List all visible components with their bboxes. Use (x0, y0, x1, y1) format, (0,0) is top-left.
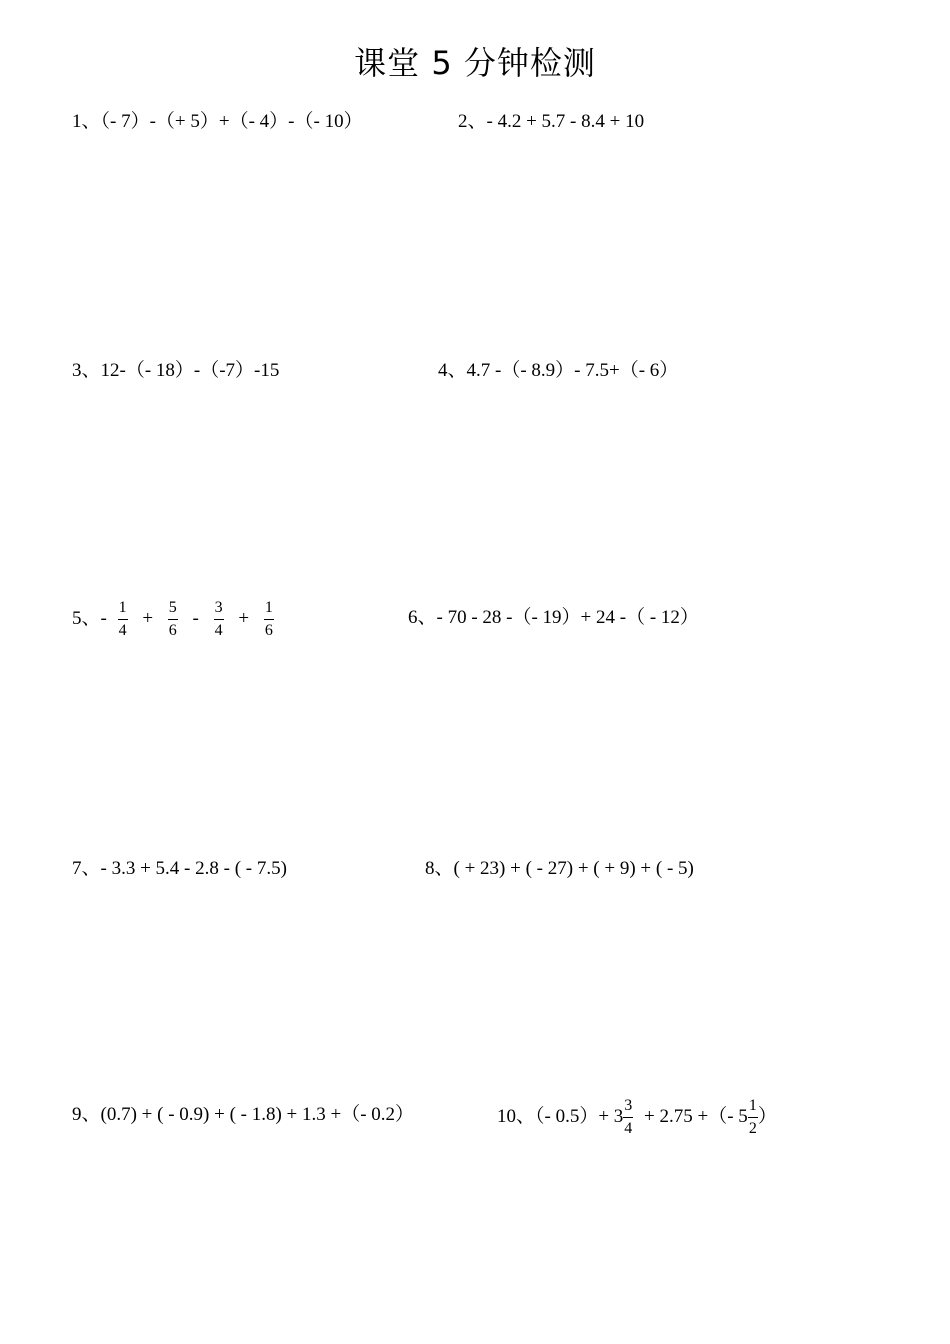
operator: + (142, 607, 154, 629)
fraction-bar (748, 1117, 758, 1118)
problem-5-prefix: 5、- (72, 607, 107, 629)
fraction-bar (623, 1117, 633, 1118)
problem-10-part1: 10、（- 0.5）+ 3 (497, 1105, 624, 1127)
denominator: 6 (168, 622, 177, 639)
fraction-bar (118, 619, 128, 620)
fraction (214, 600, 224, 639)
problem-3: 3、12-（- 18）-（-7）-15 (72, 360, 280, 381)
operator: + (238, 607, 250, 629)
numerator: 1 (118, 599, 127, 616)
problem-10-part3: ） (757, 1105, 777, 1127)
problem-1: 1、（- 7）-（+ 5）+（- 4）-（- 10） (72, 111, 363, 132)
fraction (118, 600, 128, 639)
fraction (623, 1098, 633, 1137)
denominator: 4 (118, 622, 127, 639)
denominator: 4 (624, 1120, 633, 1137)
fraction-bar (264, 619, 274, 620)
denominator: 6 (264, 622, 273, 639)
operator: - (192, 607, 199, 629)
problem-8: 8、( + 23) + ( - 27) + ( + 9) + ( - 5) (425, 858, 694, 879)
numerator: 3 (624, 1097, 633, 1114)
fraction (264, 600, 274, 639)
problem-10 (497, 1098, 777, 1137)
problem-2: 2、- 4.2 + 5.7 - 8.4 + 10 (458, 111, 645, 132)
numerator: 1 (264, 599, 273, 616)
numerator: 5 (168, 599, 177, 616)
fraction (748, 1098, 758, 1137)
problem-10-part2: + 2.75 +（- 5 (639, 1105, 748, 1127)
numerator: 1 (748, 1097, 757, 1114)
problem-6: 6、- 70 - 28 -（- 19）+ 24 -（ - 12） (408, 607, 699, 628)
problem-9: 9、(0.7) + ( - 0.9) + ( - 1.8) + 1.3 +（- 0.2） (72, 1104, 415, 1125)
fraction (168, 600, 178, 639)
problem-4: 4、4.7 -（- 8.9）- 7.5+（- 6） (438, 360, 679, 381)
fraction-bar (168, 619, 178, 620)
problem-5 (72, 600, 280, 639)
page-title: 课堂 5 分钟检测 (354, 44, 596, 82)
numerator: 3 (214, 599, 223, 616)
fraction-bar (214, 619, 224, 620)
problem-7: 7、- 3.3 + 5.4 - 2.8 - ( - 7.5) (72, 858, 287, 879)
denominator: 4 (214, 622, 223, 639)
denominator: 2 (748, 1120, 757, 1137)
